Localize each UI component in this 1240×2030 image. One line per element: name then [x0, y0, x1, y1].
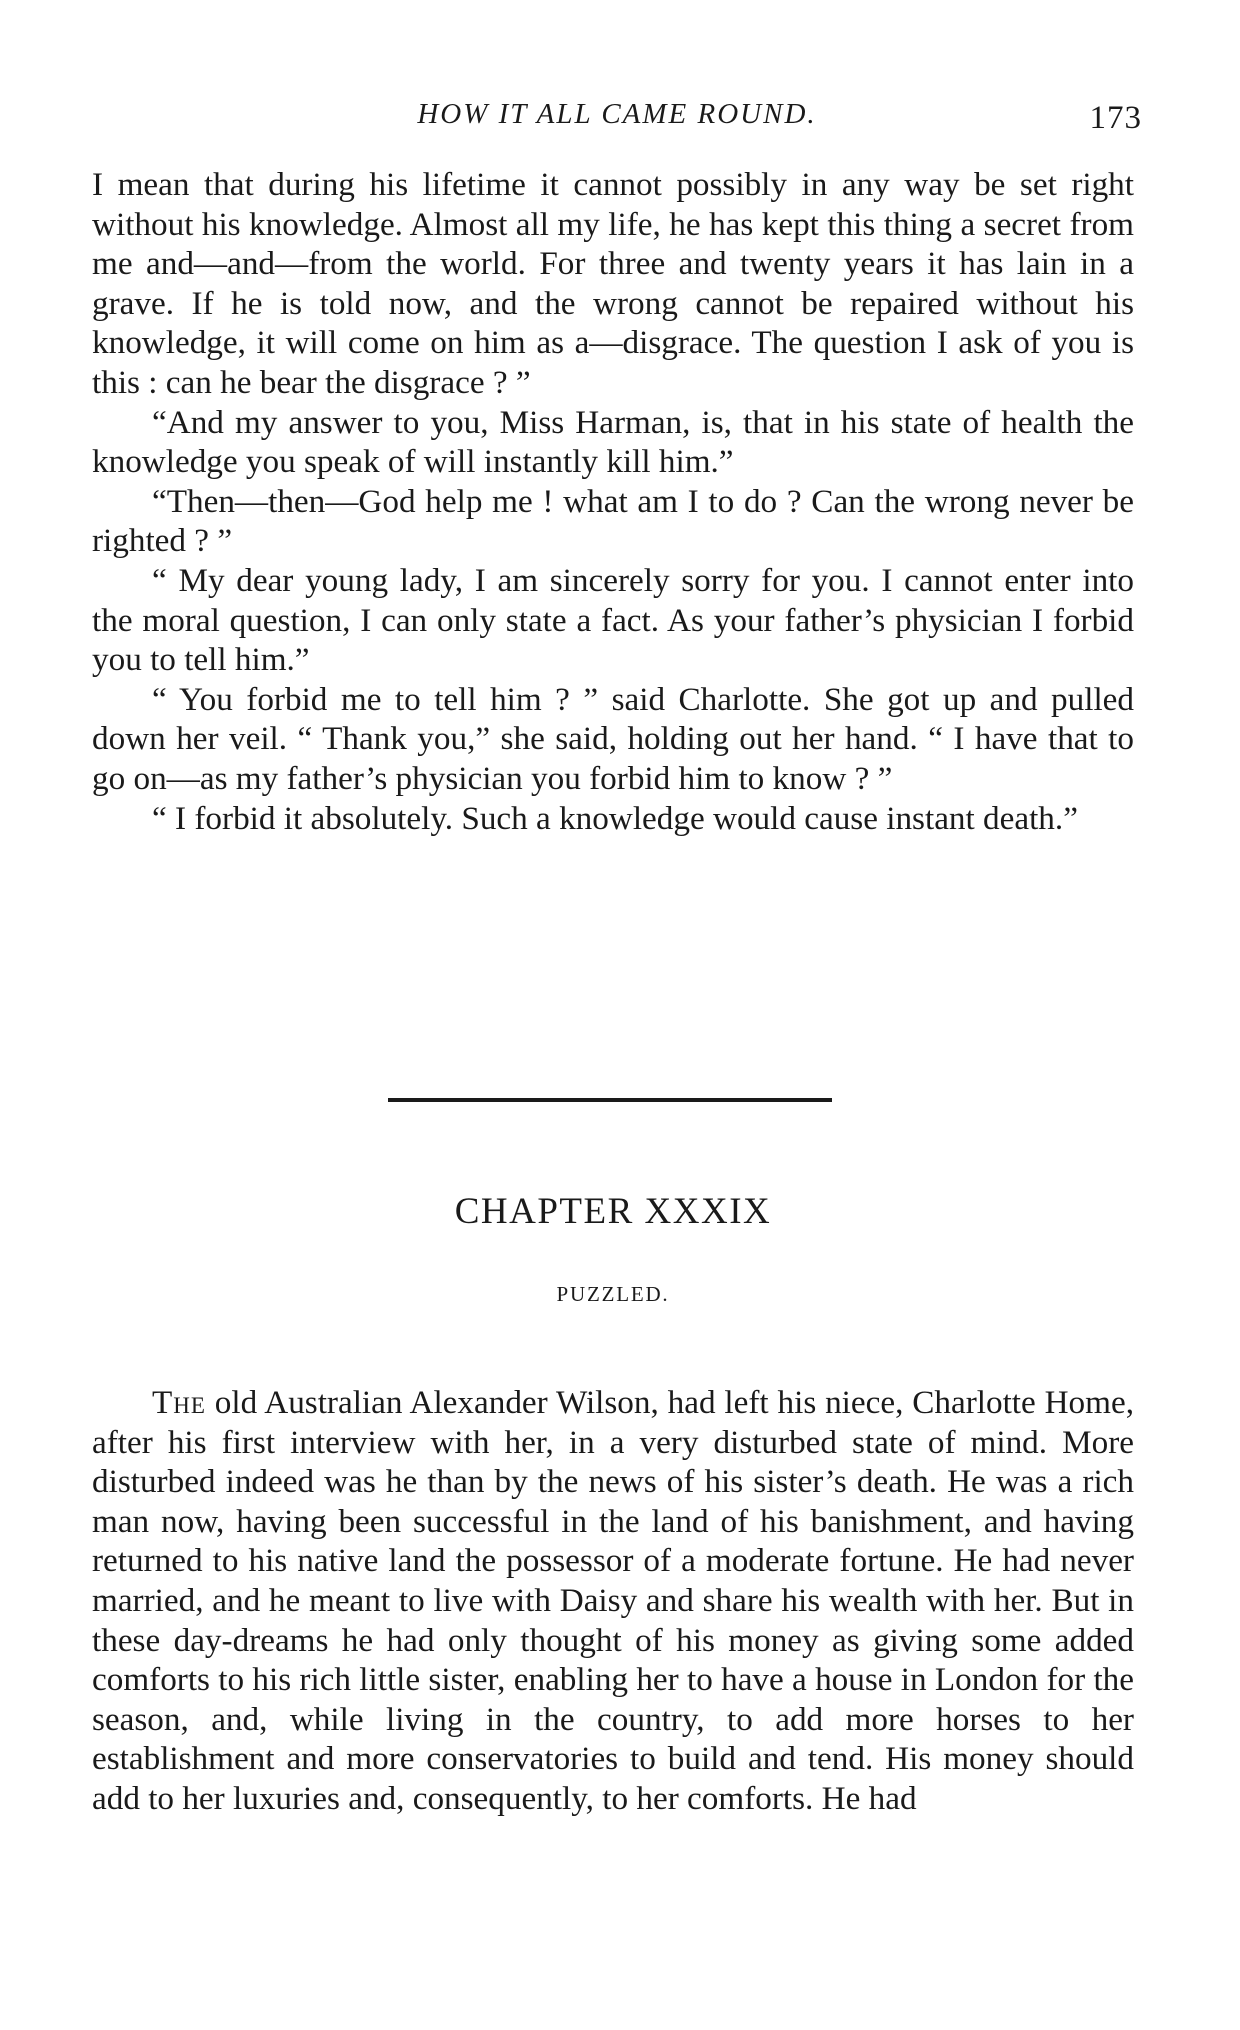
- running-title: HOW IT ALL CAME ROUND.: [417, 98, 817, 130]
- paragraph: “And my answer to you, Miss Harman, is, that in his state of health the knowledge you speak of will instantly kill him.”: [92, 403, 1134, 481]
- chapter-subtitle: PUZZLED.: [556, 1282, 670, 1306]
- paragraph: “Then—then—God help me ! what am I to do ? Can the wrong never be righted ? ”: [92, 482, 1134, 560]
- paragraph: “ I forbid it absolutely. Such a knowledge would cause instant death.”: [152, 799, 1078, 837]
- chapter-paragraph: [92, 1383, 1134, 1819]
- chapter-body: [92, 1383, 1134, 1819]
- chapter-heading: CHAPTER XXXIX: [454, 1191, 772, 1232]
- paragraph: I mean that during his lifetime it cannot possibly in any way be set right without his knowledge. Almost all my life, he has kept this thing a secret from me and—and—from the world. For three and twenty years it has lain in a grave. If he is told now, and the wrong cannot be repaired without his knowledge, it will come on him as a—disgrace. The question I ask of you is this : can he bear the disgrace ? ”: [92, 166, 1134, 401]
- page-number: 173: [1089, 100, 1142, 136]
- dialogue-section: [92, 165, 1134, 838]
- running-head: [92, 96, 1142, 136]
- paragraph: “ You forbid me to tell him ? ” said Charlotte. She got up and pulled down her veil. “ Thank you,” she said, holding out her hand. “ I have that to go on—as my father’s physician you forbid him to know ? ”: [92, 680, 1134, 797]
- paragraph-text: old Australian Alexander Wilson, had left his niece, Charlotte Home, after his first interview with her, in a very disturbed state of mind. More disturbed indeed was he than by the news of his sister’s death. He was a rich man now, having been successful in the land of his banishment, and having returned to his native land the possessor of a moderate fortune. He had never married, and he meant to live with Daisy and share his wealth with her. But in these day-dreams he had only thought of his money as giving some added comforts to his rich little sister, enabling her to have a house in London for the season, and, while living in the country, to add more horses to her establishment and more conservatories to build and tend. His money should add to her luxuries and, consequently, to her comforts. He had: [92, 1384, 1134, 1817]
- paragraph: “ My dear young lady, I am sincerely sorry for you. I cannot enter into the moral question, I can only state a fact. As your father’s physician I forbid you to tell him.”: [92, 561, 1134, 679]
- lead-word: The: [152, 1384, 206, 1421]
- chapter-divider: [388, 1098, 832, 1102]
